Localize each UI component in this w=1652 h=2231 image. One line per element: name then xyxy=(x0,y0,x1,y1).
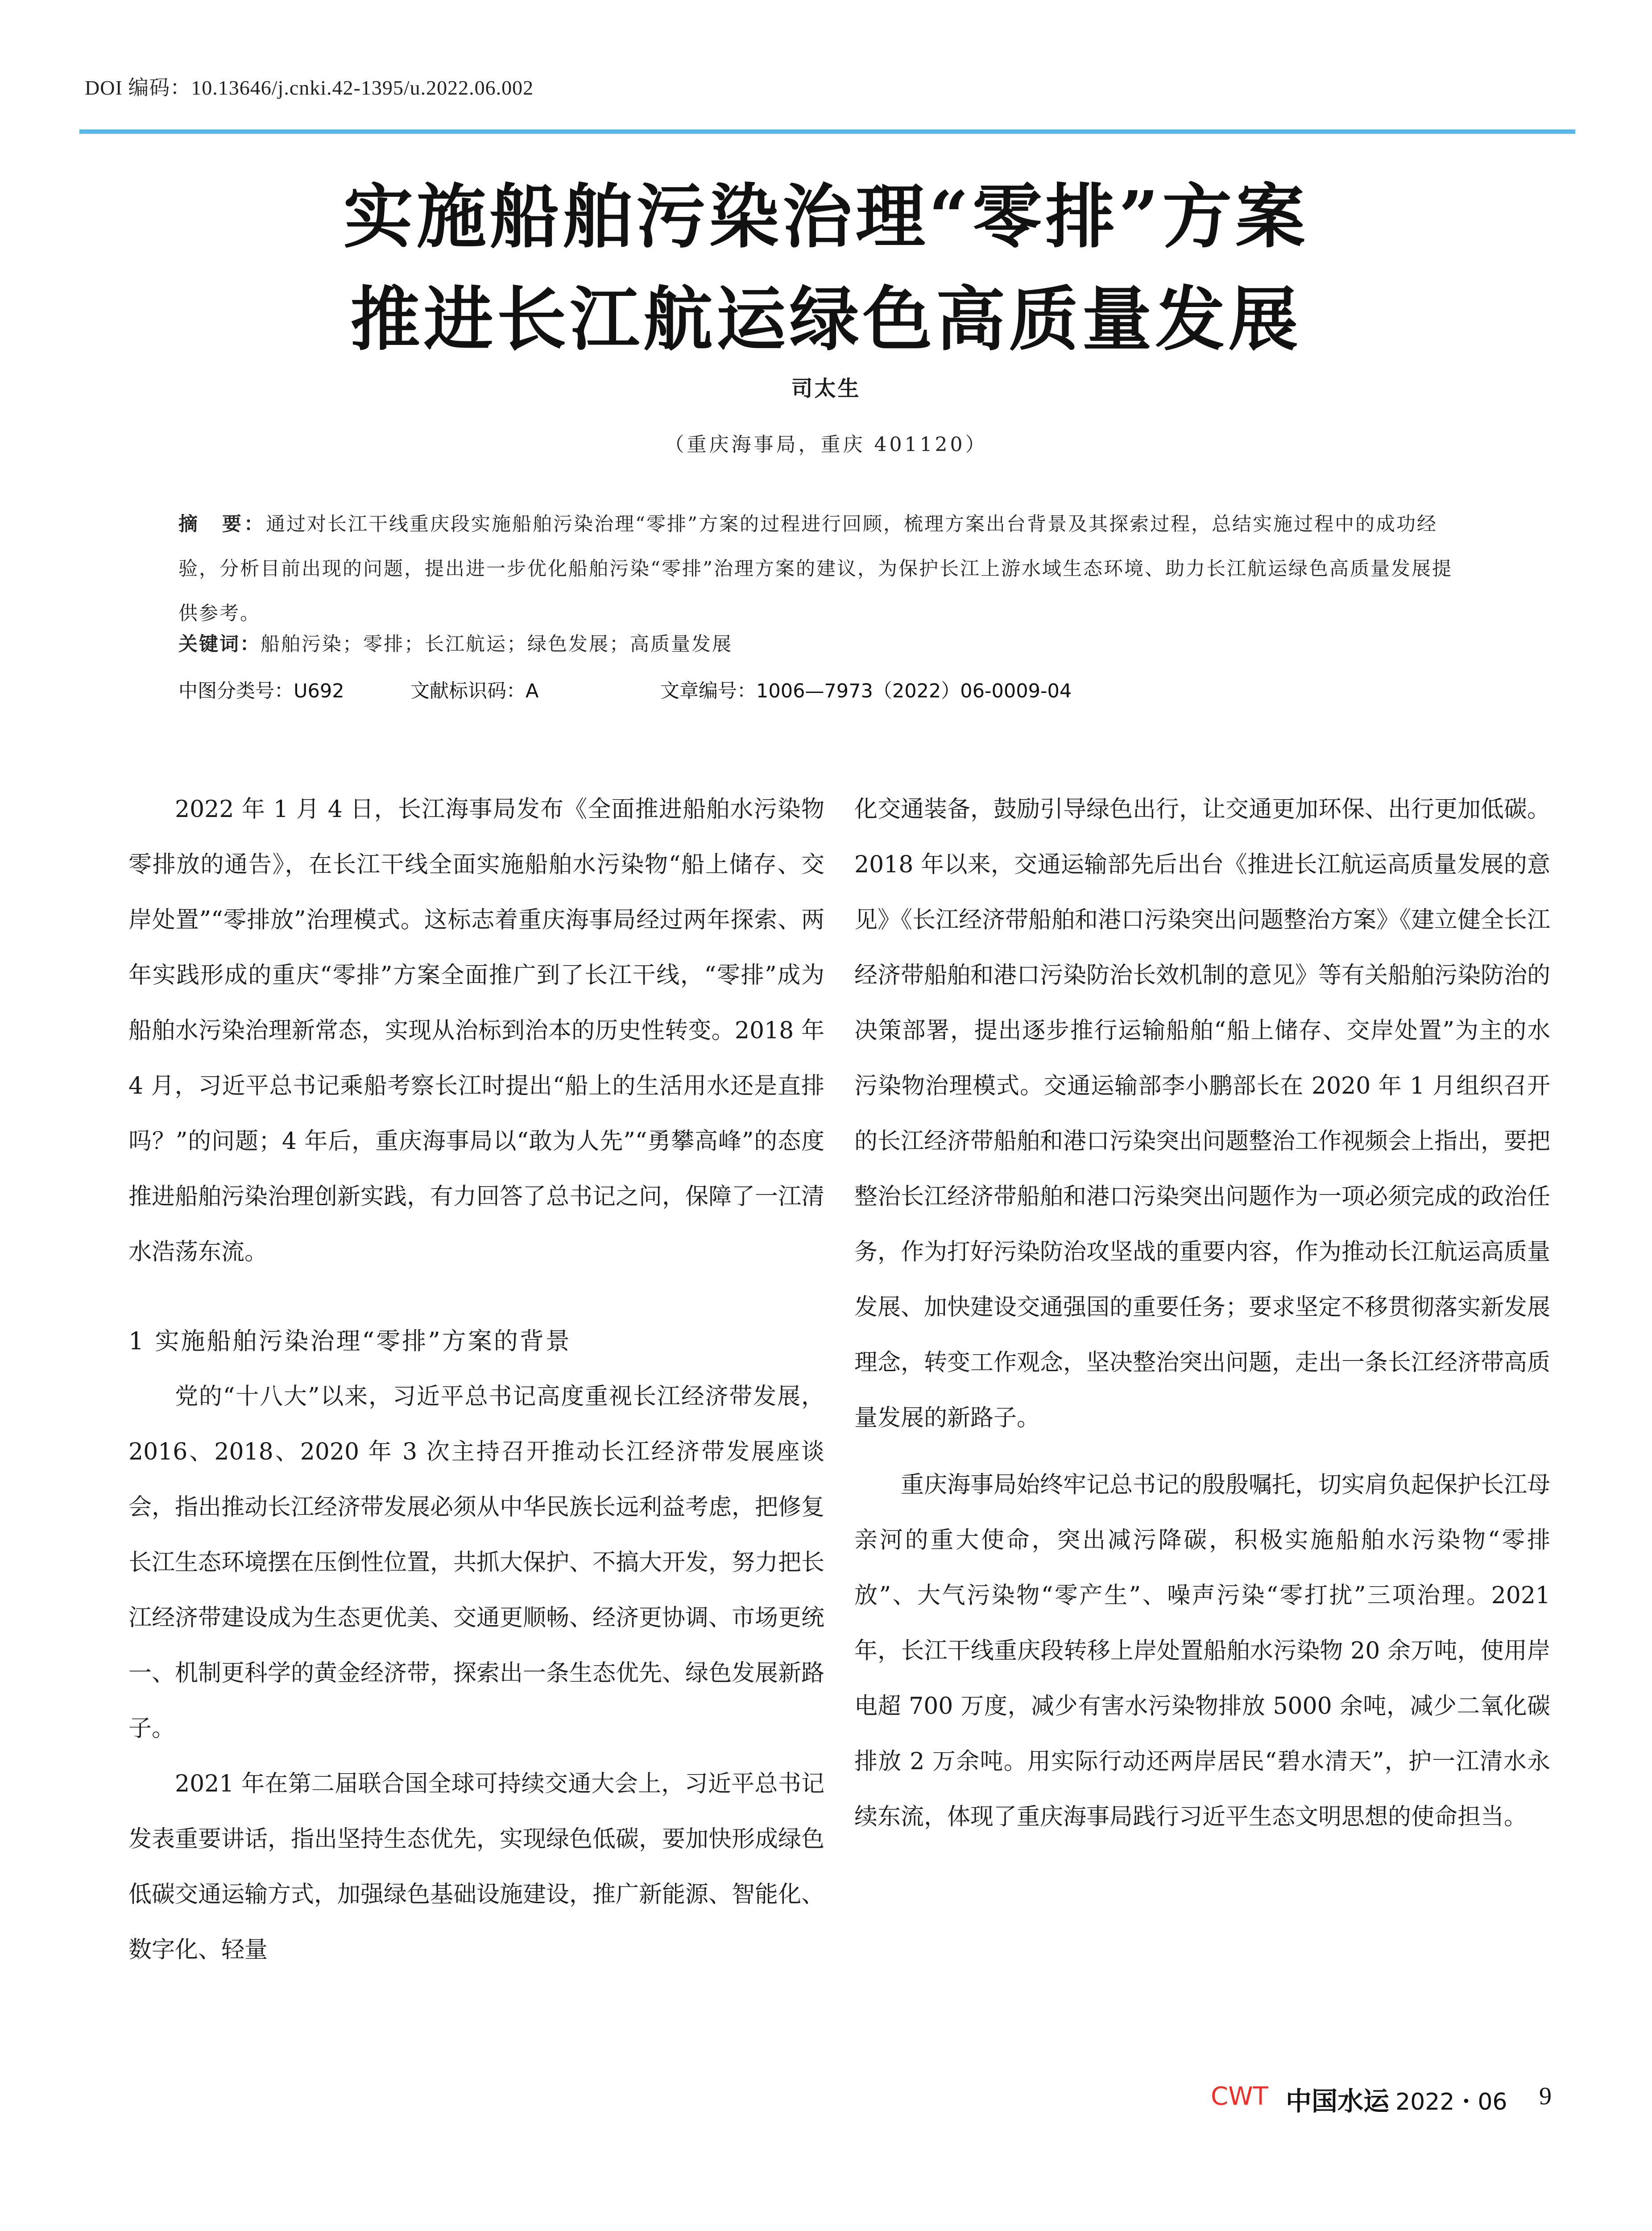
clc-number: 中图分类号：U692 xyxy=(178,680,344,702)
body-column-left xyxy=(128,782,824,1978)
author-name: 司太生 xyxy=(791,376,861,401)
body-paragraph: 重庆海事局始终牢记总书记的殷殷嘱托，切实肩负起保护长江母亲河的重大使命，突出减污降碳，积极实施船舶水污染物“零排放”、大气污染物“零产生”、噪声污染“零打扰”三项治理。2021 年，长江干线重庆段转移上岸处置船舶水污染物 20 余万吨，使用岸电超 700 万度，减少有害水污染物排放 5000 余吨，减少二氧化碳排放 2 万余吨。用实际行动还两岸居民“碧水清天”，护一江清水永续东流，体现了重庆海事局践行习近平生态文明思想的使命担当。 xyxy=(854,1472,1551,1830)
body-paragraph: 2022 年 1 月 4 日，长江海事局发布《全面推进船舶水污染物零排放的通告》，在长江干线全面实施船舶水污染物“船上储存、交岸处置”“零排放”治理模式。这标志着重庆海事局经过两年探索、两年实践形成的重庆“零排”方案全面推广到了长江干线，“零排”成为船舶水污染治理新常态，实现从治标到治本的历史性转变。2018 年 4 月，习近平总书记乘船考察长江时提出“船上的生活用水还是直排吗？”的问题；4 年后，重庆海事局以“敢为人先”“勇攀高峰”的态度推进船舶污染治理创新实践，有力回答了总书记之问，保障了一江清水浩荡东流。 xyxy=(128,796,825,1265)
article-title-line-2: 推进长江航运绿色高质量发展 xyxy=(350,278,1302,360)
abstract-label: 摘 要： xyxy=(178,513,266,535)
body-paragraph: 党的“十八大”以来，习近平总书记高度重视长江经济带发展，2016、2018、2020 年 3 次主持召开推动长江经济带发展座谈会，指出推动长江经济带发展必须从中华民族长远利益考虑，把修复长江生态环境摆在压倒性位置，共抓大保护、不搞大开发，努力把长江经济带建设成为生态更优美、交通更顺畅、经济更协调、市场更统一、机制更科学的黄金经济带，探索出一条生态优先、绿色发展新路子。 xyxy=(128,1383,825,1742)
keywords-block xyxy=(178,629,1472,656)
header-rule xyxy=(79,129,1575,134)
body-paragraph: 2021 年在第二届联合国全球可持续交通大会上，习近平总书记发表重要讲话，指出坚持生态优先，实现绿色低碳，要加快形成绿色低碳交通运输方式，加强绿色基础设施建设，推广新能源、智能化、数字化、轻量 xyxy=(128,1771,825,1963)
page-footer xyxy=(1182,2079,1584,2115)
document-code: 文献标识码：A xyxy=(410,680,539,702)
body-column-right xyxy=(854,782,1550,1845)
magazine-name: 中国水运 xyxy=(1286,2086,1390,2116)
section-heading: 1 实施船舶污染治理“零排”方案的背景 xyxy=(128,1327,571,1355)
page-number: 9 xyxy=(1539,2082,1552,2110)
doi-line: DOI 编码：10.13646/j.cnki.42-1395/u.2022.06.002 xyxy=(85,76,534,99)
keywords-label: 关键词： xyxy=(178,633,261,655)
keywords-text: 船舶污染；零排；长江航运；绿色发展；高质量发展 xyxy=(261,633,733,655)
abstract-text: 通过对长江干线重庆段实施船舶污染治理“零排”方案的过程进行回顾，梳理方案出台背景及其探索过程，总结实施过程中的成功经验，分析目前出现的问题，提出进一步优化船舶污染“零排”治理方案的建议，为保护长江上游水域生态环境、助力长江航运绿色高质量发展提供参考。 xyxy=(178,513,1453,625)
abstract-block xyxy=(178,502,1472,636)
magazine-logo-abbr: CWT xyxy=(1211,2082,1268,2111)
body-paragraph: 化交通装备，鼓励引导绿色出行，让交通更加环保、出行更加低碳。2018 年以来，交通运输部先后出台《推进长江航运高质量发展的意见》《长江经济带船舶和港口污染突出问题整治方案》《建立健全长江经济带船舶和港口污染防治长效机制的意见》等有关船舶污染防治的决策部署，提出逐步推行运输船舶“船上储存、交岸处置”为主的水污染物治理模式。交通运输部李小鹏部长在 2020 年 1 月组织召开的长江经济带船舶和港口污染突出问题整治工作视频会上指出，要把整治长江经济带船舶和港口污染突出问题作为一项必须完成的政治任务，作为打好污染防治攻坚战的重要内容，作为推动长江航运高质量发展、加快建设交通强国的重要任务；要求坚定不移贯彻落实新发展理念，转变工作观念，坚决整治突出问题，走出一条长江经济带高质量发展的新路子。 xyxy=(854,796,1551,1431)
article-title-line-1: 实施船舶污染治理“零排”方案 xyxy=(343,176,1309,257)
issue-number: 2022・06 xyxy=(1395,2089,1507,2115)
article-number: 文章编号：1006—7973（2022）06-0009-04 xyxy=(660,680,1072,702)
author-affiliation: （重庆海事局，重庆 401120） xyxy=(664,433,988,456)
